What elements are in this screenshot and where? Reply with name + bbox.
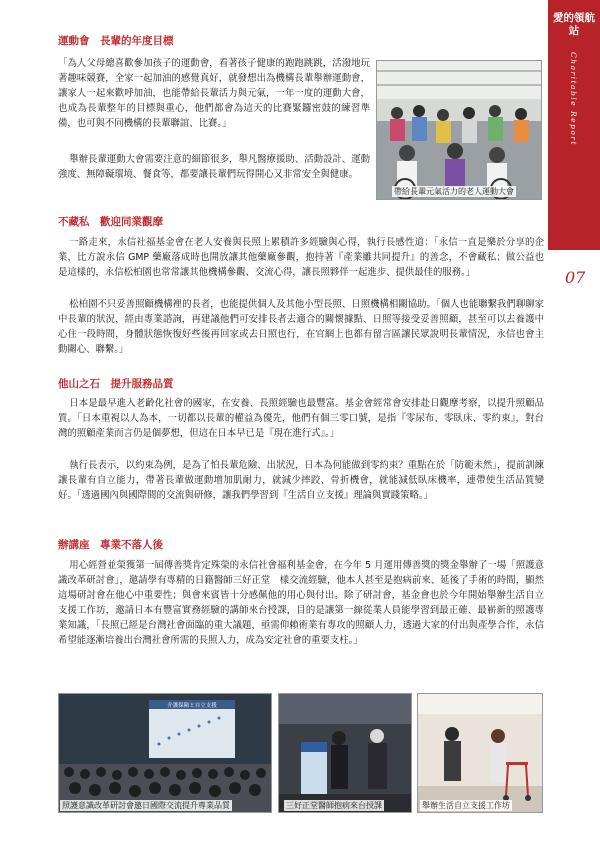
paragraph: 用心經營並榮獲第一屆傳善獎肯定殊榮的永信社會福利基金會，在今年 5 月運用傳善獎的獎金舉辦了一場「照護意識改革研討會」，邀請學有專精的日籍醫師三好正堂 樣交流經驗，他本人甚至是抱病前來、延後了手術的時間，顯然這場研討會在他心中重要性；與會來賓皆十分感佩他的用心與付出。除了研討會，基金會也於今年開始舉辦生活自立支援工作坊，邀請日本有豐富實務經驗的講師來台授課，目的是讓第一線從業人員能學習到最正確、最嶄新的照護專業知識，「長照已經是台灣社會面臨的重大議題，亟需仰賴術業有專攻的照顧人力，透過大家的付出與產學合作，永信希望能逐漸培養出台灣社會所需的長照人力，成為安定社會的重要支柱。」 [58,560,544,646]
paragraph: 日本是最早進入老齡化社會的國家，在安養、長照經驗也最豐富。基金會經常會安排赴日觀摩考察，以提升照顧品質。「日本重視以人為本，一切都以長輩的權益為優先，他們有個三零口號，是指『零尿布、零臥床、零約束』，對台灣的照顧產業而言仍是個夢想，但這在日本早已是『現在進行式』。」 [58,398,544,439]
seminar-photo [58,693,272,813]
paragraph: 松柏園不只妥善照顧機構裡的長者，也能提供個人及其他小型長照、日照機構相關協助。「個人也能聯繫我們聊聊家中長輩的狀況，經由專業諮詢，再建議他們可安排長者去適合的關懷據點、日照等接受妥善照顧，甚至可以去養護中心住一段時間，身體狀態恢復好些後再回家或去日照也行，在官網上也都有留言區讓民眾說明長輩情況，永信也會主動關心、聯繫。」 [58,299,544,355]
page-number: 07 [565,268,586,287]
section-title: 不藏私 歡迎同業觀摩 [58,216,163,228]
lecture-photo [278,693,412,813]
paragraph: 「為人父母總喜歡參加孩子的運動會，看著孩子健康的跑跑跳跳，活潑地玩著趣味競賽，全家一起加油的感覺真好，就發想出為機構長輩舉辦運動會，讓家人一起來歡呼加油，也能帶給長輩活力與元氣，一年一度的運動大會，也成為長輩整年的目標與重心，他們都會為這天的比賽緊鑼密鼓的練習準備，也可與不同機構的長輩聯誼、比賽。」 [58,58,370,129]
sports-day-photo [376,60,542,200]
paragraph: 舉辦長輩運動大會需要注意的細節很多，舉凡醫療援助、活動設計、運動強度、無障礙環境、餐食等，都要讓長輩們玩得開心又非常安全與健康。 [58,154,370,180]
lecture-caption: 三好正堂醫師抱病來台授課 [286,801,382,810]
seminar-caption: 照護意識改革研討會邀日國際交流提升專業品質 [62,801,230,810]
paragraph: 執行長表示，以約束為例，是為了怕長輩危險、出狀況，日本為何能做到零約束？重點在於「防範未然」，提前訓練讓長輩有自立能力，帶著長輩做運動增加肌耐力，就減少摔跤、骨折機會，就能減低臥床機率，連帶使生活品質變好。「透過國內與國際間的交流與研修，讓我們學習到『生活自立支援』理論與實踐策略。」 [58,460,544,501]
paragraph: 一路走來，永信社福基金會在老人安養與長照上累積許多經驗與心得，執行長感性道：「永信一直是樂於分享的企業，比方說永信 GMP 藥廠落成時也開放讓其他藥廠參觀，抱持著『產業雖共同提升』的善念，不會藏私；做公益也是這樣的，永信松柏園也常常讓其他機構參觀、交流心得，讓長照夥伴一起進步、提供最佳的服務。」 [58,237,544,278]
side-tab-title: 愛的領航站 [553,12,595,37]
side-tab [548,0,600,250]
section-title: 辦講座 專業不落人後 [58,539,163,551]
workshop-photo [417,693,543,813]
top-photo-caption: 帶給長輩元氣活力的老人運動大會 [394,187,514,196]
side-tab-subtitle: Charitable Report [569,52,578,147]
section-title: 運動會 長輩的年度目標 [58,35,174,47]
section-title: 他山之石 提升服務品質 [58,378,174,390]
slide-title: 介護保險と自立支援 [167,703,217,709]
workshop-caption: 舉辦生活自立支援工作坊 [422,801,510,810]
